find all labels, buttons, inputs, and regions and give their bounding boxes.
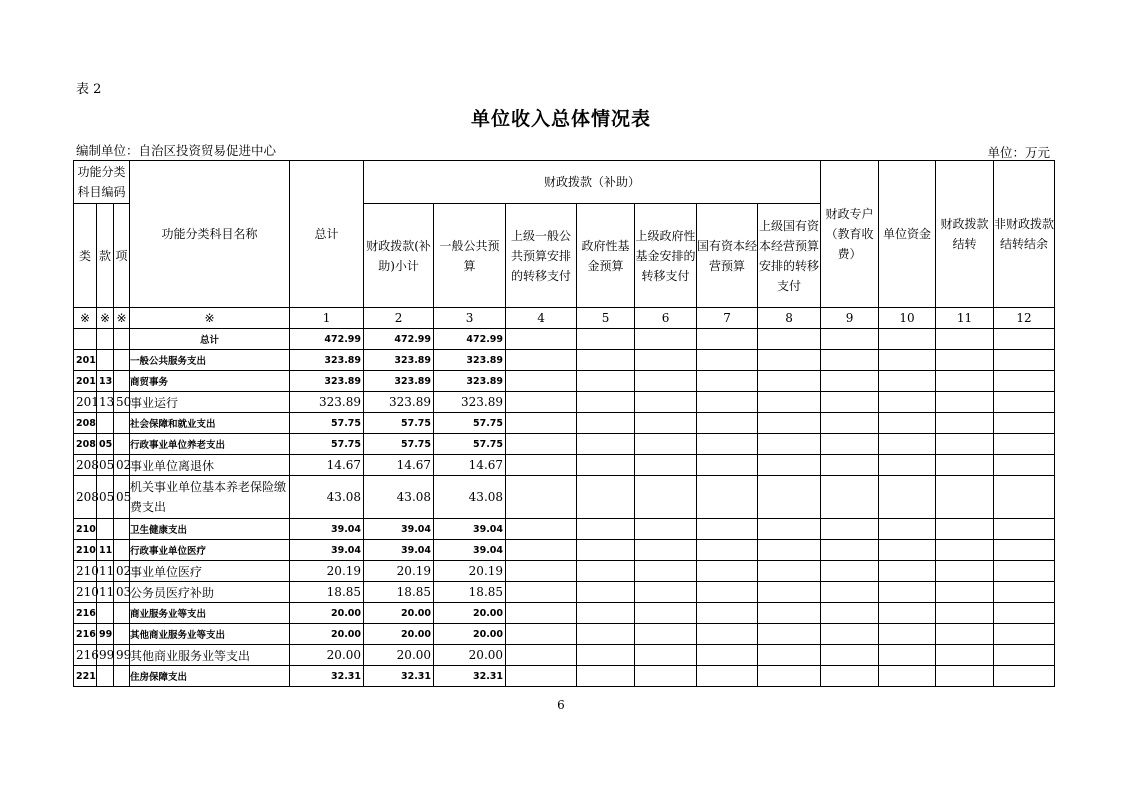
index-cell: 1 — [290, 308, 364, 329]
cell-lei: 208 — [74, 455, 97, 476]
cell-xiang — [114, 434, 130, 455]
cell-name: 商业服务业等支出 — [130, 603, 290, 624]
table-row — [74, 561, 1055, 582]
table-row — [74, 519, 1055, 540]
cell-subtotal: 57.75 — [364, 434, 434, 455]
cell-xiang — [114, 350, 130, 371]
index-cell: 5 — [577, 308, 635, 329]
cell-subtotal: 39.04 — [364, 540, 434, 561]
cell-subtotal: 20.19 — [364, 561, 434, 582]
cell-xiang — [114, 413, 130, 434]
header-sub-gov-fund: 政府性基金预算 — [577, 204, 635, 308]
header-fiscal-group: 财政拨款（补助） — [364, 161, 821, 204]
cell-lei: 216 — [74, 603, 97, 624]
cell-lei: 208 — [74, 476, 97, 519]
cell-lei: 216 — [74, 624, 97, 645]
header-sub-transfer-fund: 上级政府性基金安排的转移支付 — [635, 204, 697, 308]
cell-total: 20.00 — [290, 645, 364, 666]
cell-subtotal: 32.31 — [364, 666, 434, 687]
cell-xiang: 50 — [114, 392, 130, 413]
header-kuan: 款 — [97, 204, 114, 308]
table-row — [74, 371, 1055, 392]
cell-kuan — [97, 350, 114, 371]
table-number: 表 2 — [76, 82, 102, 97]
cell-total: 14.67 — [290, 455, 364, 476]
cell-general: 57.75 — [434, 413, 506, 434]
cell-lei: 201 — [74, 350, 97, 371]
table-row — [74, 582, 1055, 603]
cell-kuan: 05 — [97, 476, 114, 519]
page-title: 单位收入总体情况表 — [470, 108, 651, 130]
cell-kuan: 05 — [97, 434, 114, 455]
cell-total: 323.89 — [290, 350, 364, 371]
income-summary-table — [73, 160, 1055, 687]
header-func-code: 功能分类科目编码 — [74, 161, 130, 204]
cell-total: 20.00 — [290, 603, 364, 624]
header-sub-transfer-capital: 上级国有资本经营预算安排的转移支付 — [758, 204, 821, 308]
cell-xiang — [114, 540, 130, 561]
cell-subtotal: 57.75 — [364, 413, 434, 434]
page-number: 6 — [557, 698, 565, 712]
cell-subtotal: 323.89 — [364, 392, 434, 413]
cell-name: 行政事业单位医疗 — [130, 540, 290, 561]
table-row — [74, 603, 1055, 624]
cell-general: 18.85 — [434, 582, 506, 603]
cell-name: 行政事业单位养老支出 — [130, 434, 290, 455]
index-cell: 8 — [758, 308, 821, 329]
cell-kuan: 11 — [97, 540, 114, 561]
header-total: 总计 — [290, 161, 364, 308]
cell-name: 机关事业单位基本养老保险缴费支出 — [130, 476, 290, 519]
cell-name: 社会保障和就业支出 — [130, 413, 290, 434]
cell-general: 20.00 — [434, 603, 506, 624]
cell-xiang — [114, 603, 130, 624]
cell-total: 18.85 — [290, 582, 364, 603]
unit-label: 单位：万元 — [987, 145, 1050, 160]
cell-kuan: 13 — [97, 392, 114, 413]
cell-total: 20.19 — [290, 561, 364, 582]
cell-general: 32.31 — [434, 666, 506, 687]
table-row — [74, 645, 1055, 666]
cell-name: 其他商业服务业等支出 — [130, 645, 290, 666]
index-cell: ※ — [97, 308, 114, 329]
header-unit-funds: 单位资金 — [879, 161, 936, 308]
cell-subtotal: 39.04 — [364, 519, 434, 540]
header-sub-transfer-general: 上级一般公共预算安排的转移支付 — [506, 204, 577, 308]
table-row — [74, 350, 1055, 371]
cell-kuan: 99 — [97, 624, 114, 645]
table-row — [74, 624, 1055, 645]
cell-lei: 210 — [74, 582, 97, 603]
index-cell: 6 — [635, 308, 697, 329]
cell-name: 事业单位医疗 — [130, 561, 290, 582]
cell-total: 323.89 — [290, 371, 364, 392]
cell-lei: 216 — [74, 645, 97, 666]
header-sub-state-capital: 国有资本经营预算 — [697, 204, 758, 308]
cell-general: 39.04 — [434, 519, 506, 540]
cell-xiang: 99 — [114, 645, 130, 666]
cell-lei: 221 — [74, 666, 97, 687]
cell-total: 323.89 — [290, 392, 364, 413]
cell-lei: 208 — [74, 413, 97, 434]
cell-kuan — [97, 413, 114, 434]
cell-general: 20.00 — [434, 645, 506, 666]
index-cell: ※ — [130, 308, 290, 329]
cell-kuan: 11 — [97, 582, 114, 603]
header-sub-subtotal: 财政拨款(补助)小计 — [364, 204, 434, 308]
cell-kuan: 11 — [97, 561, 114, 582]
cell-general: 20.00 — [434, 624, 506, 645]
cell-kuan: 99 — [97, 645, 114, 666]
cell-general: 20.19 — [434, 561, 506, 582]
header-fiscal-carry: 财政拨款结转 — [936, 161, 994, 308]
cell-total: 39.04 — [290, 519, 364, 540]
cell-lei: 210 — [74, 519, 97, 540]
index-cell: 9 — [821, 308, 879, 329]
cell-kuan — [97, 329, 114, 350]
cell-kuan: 13 — [97, 371, 114, 392]
header-sub-general: 一般公共预算 — [434, 204, 506, 308]
cell-xiang — [114, 624, 130, 645]
cell-subtotal: 20.00 — [364, 624, 434, 645]
cell-xiang — [114, 519, 130, 540]
index-cell: ※ — [74, 308, 97, 329]
cell-kuan — [97, 666, 114, 687]
cell-xiang — [114, 666, 130, 687]
cell-lei: 201 — [74, 392, 97, 413]
cell-name: 一般公共服务支出 — [130, 350, 290, 371]
cell-kuan — [97, 603, 114, 624]
header-func-name: 功能分类科目名称 — [130, 161, 290, 308]
cell-general: 323.89 — [434, 350, 506, 371]
index-cell: 12 — [994, 308, 1055, 329]
cell-lei: 201 — [74, 371, 97, 392]
cell-lei: 208 — [74, 434, 97, 455]
header-lei: 类 — [74, 204, 97, 308]
cell-total: 20.00 — [290, 624, 364, 645]
cell-name: 事业单位离退休 — [130, 455, 290, 476]
index-cell: 11 — [936, 308, 994, 329]
header-nonfiscal-carry: 非财政拨款结转结余 — [994, 161, 1055, 308]
table-row — [74, 540, 1055, 561]
cell-name: 总计 — [130, 329, 290, 350]
cell-general: 43.08 — [434, 476, 506, 519]
cell-xiang: 05 — [114, 476, 130, 519]
cell-subtotal: 14.67 — [364, 455, 434, 476]
cell-subtotal: 323.89 — [364, 371, 434, 392]
index-cell: 4 — [506, 308, 577, 329]
cell-total: 472.99 — [290, 329, 364, 350]
cell-xiang: 03 — [114, 582, 130, 603]
cell-general: 323.89 — [434, 371, 506, 392]
cell-total: 32.31 — [290, 666, 364, 687]
table-row — [74, 329, 1055, 350]
cell-total: 39.04 — [290, 540, 364, 561]
cell-name: 商贸事务 — [130, 371, 290, 392]
cell-kuan — [97, 519, 114, 540]
cell-total: 57.75 — [290, 434, 364, 455]
table-row — [74, 455, 1055, 476]
cell-total: 57.75 — [290, 413, 364, 434]
cell-xiang — [114, 329, 130, 350]
organization-label: 编制单位：自治区投资贸易促进中心 — [76, 143, 277, 158]
cell-subtotal: 18.85 — [364, 582, 434, 603]
table-row — [74, 666, 1055, 687]
cell-xiang: 02 — [114, 455, 130, 476]
cell-general: 14.67 — [434, 455, 506, 476]
cell-name: 卫生健康支出 — [130, 519, 290, 540]
cell-lei — [74, 329, 97, 350]
header-edu-special: 财政专户（教育收费） — [821, 161, 879, 308]
cell-general: 323.89 — [434, 392, 506, 413]
index-cell: 2 — [364, 308, 434, 329]
cell-xiang: 02 — [114, 561, 130, 582]
cell-subtotal: 43.08 — [364, 476, 434, 519]
cell-name: 事业运行 — [130, 392, 290, 413]
index-cell: ※ — [114, 308, 130, 329]
index-cell: 3 — [434, 308, 506, 329]
cell-name: 其他商业服务业等支出 — [130, 624, 290, 645]
table-row — [74, 392, 1055, 413]
cell-lei: 210 — [74, 540, 97, 561]
cell-total: 43.08 — [290, 476, 364, 519]
cell-name: 公务员医疗补助 — [130, 582, 290, 603]
cell-subtotal: 323.89 — [364, 350, 434, 371]
cell-general: 472.99 — [434, 329, 506, 350]
index-cell: 10 — [879, 308, 936, 329]
table-row — [74, 434, 1055, 455]
cell-subtotal: 472.99 — [364, 329, 434, 350]
cell-general: 39.04 — [434, 540, 506, 561]
index-cell: 7 — [697, 308, 758, 329]
header-xiang: 项 — [114, 204, 130, 308]
cell-subtotal: 20.00 — [364, 603, 434, 624]
cell-lei: 210 — [74, 561, 97, 582]
table-row — [74, 476, 1055, 519]
cell-name: 住房保障支出 — [130, 666, 290, 687]
cell-kuan: 05 — [97, 455, 114, 476]
table-row — [74, 413, 1055, 434]
cell-xiang — [114, 371, 130, 392]
cell-subtotal: 20.00 — [364, 645, 434, 666]
index-row — [74, 308, 1055, 329]
cell-general: 57.75 — [434, 434, 506, 455]
